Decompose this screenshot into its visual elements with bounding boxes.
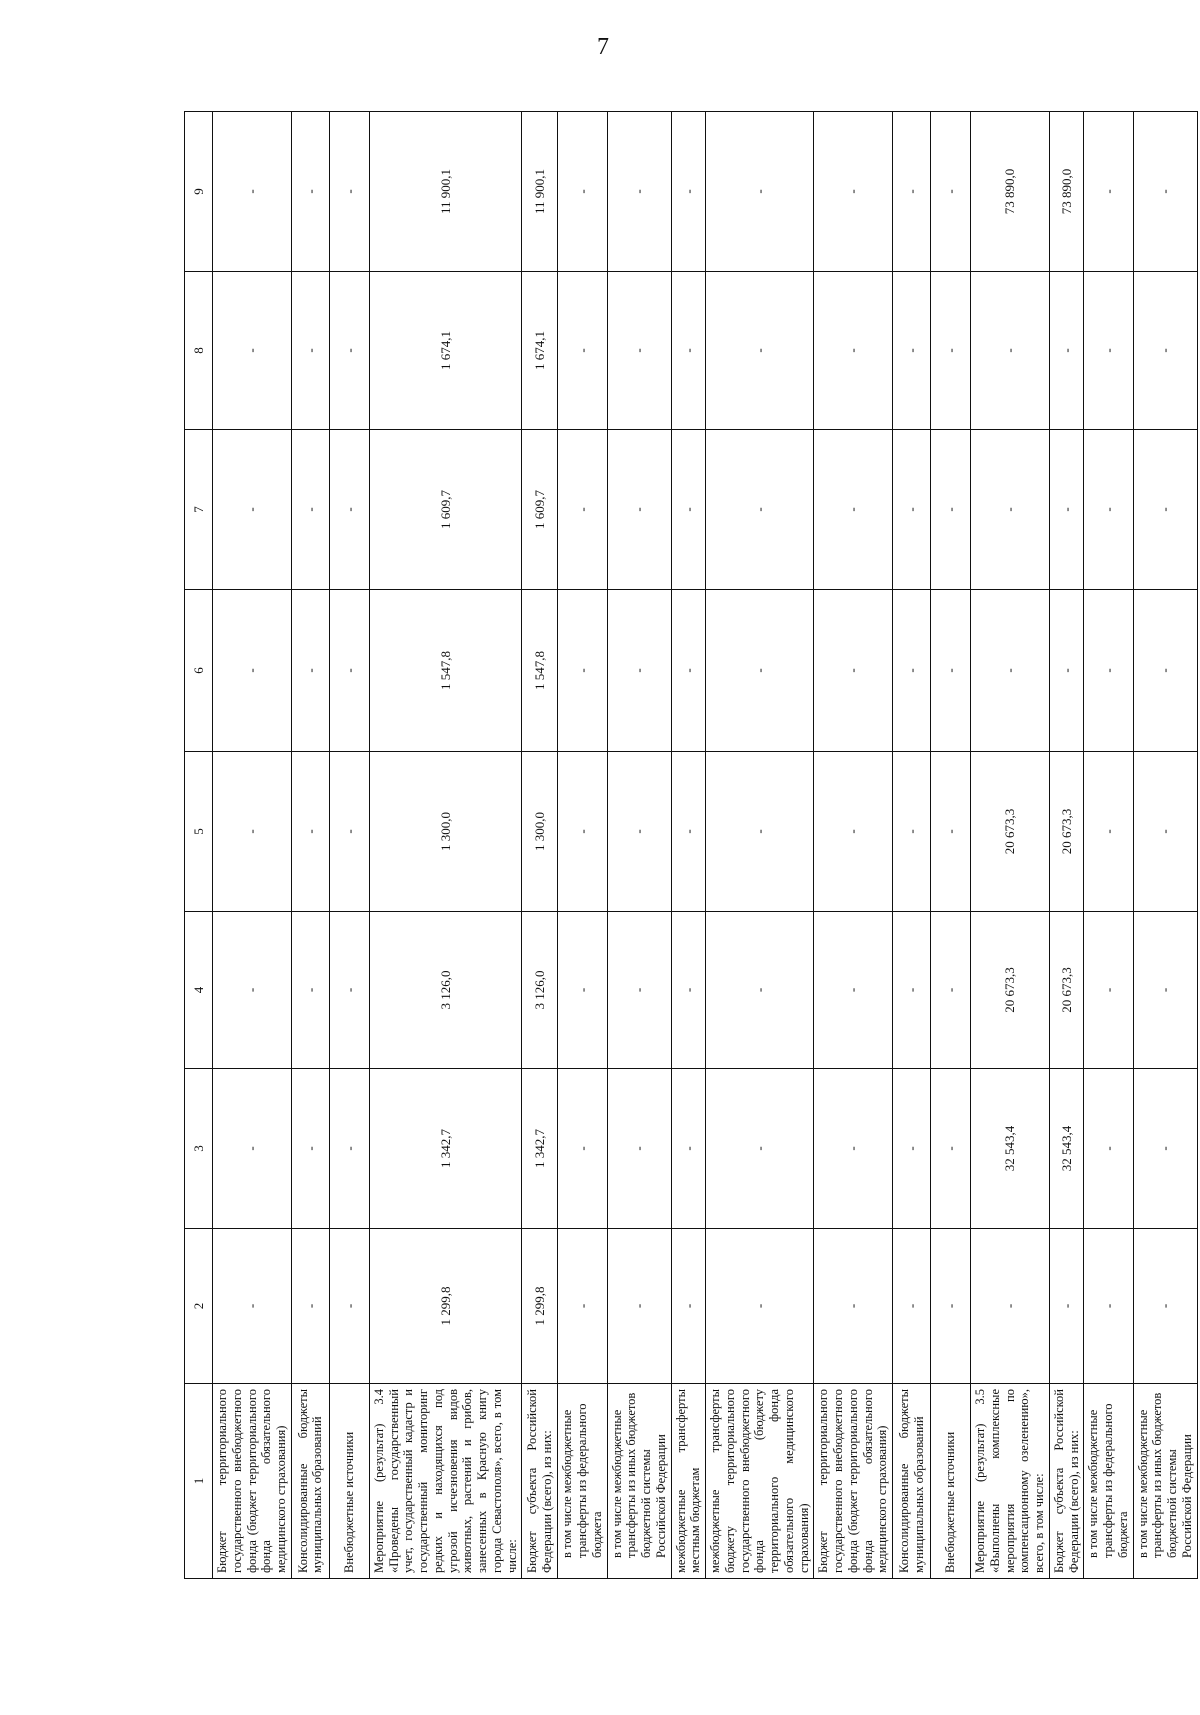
value-cell: -	[1084, 112, 1133, 272]
value-cell: -	[558, 272, 607, 430]
value-cell: -	[1133, 112, 1197, 272]
table-row	[671, 112, 706, 1579]
value-cell: -	[1049, 1229, 1084, 1384]
value-cell: -	[971, 272, 1050, 430]
value-cell: 1 674,1	[522, 272, 558, 430]
value-cell: -	[931, 1229, 971, 1384]
value-cell: -	[329, 1069, 369, 1229]
value-cell: 20 673,3	[971, 752, 1050, 912]
column-header: 2	[185, 1229, 213, 1384]
value-cell: -	[558, 112, 607, 272]
value-cell: 20 673,3	[971, 912, 1050, 1069]
value-cell: -	[893, 912, 931, 1069]
value-cell: -	[607, 1229, 671, 1384]
value-cell: -	[893, 590, 931, 752]
value-cell: -	[607, 1069, 671, 1229]
value-cell: -	[213, 112, 292, 272]
value-cell: -	[671, 272, 706, 430]
value-cell: -	[1049, 430, 1084, 590]
value-cell: -	[1084, 752, 1133, 912]
value-cell: -	[1133, 912, 1197, 1069]
column-header: 3	[185, 1069, 213, 1229]
value-cell: -	[671, 752, 706, 912]
row-label: межбюджетные трансферты местным бюджетам	[671, 1384, 706, 1579]
value-cell: -	[814, 272, 893, 430]
table-row	[931, 112, 971, 1579]
value-cell: -	[893, 752, 931, 912]
value-cell: -	[1133, 752, 1197, 912]
value-cell: -	[1133, 1229, 1197, 1384]
value-cell: -	[558, 590, 607, 752]
value-cell: -	[814, 1229, 893, 1384]
table-row	[1049, 112, 1084, 1579]
value-cell: -	[607, 912, 671, 1069]
value-cell: -	[814, 112, 893, 272]
table-row	[971, 112, 1050, 1579]
value-cell: -	[291, 1069, 329, 1229]
column-header: 7	[185, 430, 213, 590]
value-cell: -	[814, 1069, 893, 1229]
value-cell: -	[893, 1229, 931, 1384]
value-cell: -	[671, 430, 706, 590]
value-cell: -	[329, 590, 369, 752]
row-label: Бюджет территориального государственного внебюджетного фонда (бюджет территориального фонда обязательного медицинского страхования)	[213, 1384, 292, 1579]
value-cell: 3 126,0	[522, 912, 558, 1069]
value-cell: 1 300,0	[522, 752, 558, 912]
value-cell: -	[706, 1069, 814, 1229]
row-label: Бюджет субъекта Российской Федерации (всего), из них:	[522, 1384, 558, 1579]
value-cell: 20 673,3	[1049, 752, 1084, 912]
value-cell: -	[213, 752, 292, 912]
value-cell: 1 300,0	[369, 752, 522, 912]
value-cell: -	[893, 112, 931, 272]
budget-table	[184, 111, 1198, 1579]
row-label: межбюджетные трансферты бюджету территориального государственного внебюджетного фонда (бюджету территориального фонда обязательного медицинского страхования)	[706, 1384, 814, 1579]
value-cell: 32 543,4	[1049, 1069, 1084, 1229]
row-label: в том числе межбюджетные трансферты из иных бюджетов бюджетной системы Российской Федерации	[1133, 1384, 1197, 1579]
value-cell: -	[706, 1229, 814, 1384]
value-cell: -	[971, 1229, 1050, 1384]
table-row	[558, 112, 607, 1579]
value-cell: -	[291, 912, 329, 1069]
row-label: Мероприятие (результат) 3.5 «Выполнены комплексные мероприятия по компенсационному озеленению», всего, в том числе:	[971, 1384, 1050, 1579]
value-cell: -	[1133, 590, 1197, 752]
value-cell: -	[706, 112, 814, 272]
value-cell: 11 900,1	[369, 112, 522, 272]
value-cell: 1 547,8	[369, 590, 522, 752]
value-cell: -	[706, 430, 814, 590]
value-cell: 1 547,8	[522, 590, 558, 752]
value-cell: -	[1084, 430, 1133, 590]
row-label: в том числе межбюджетные трансферты из федерального бюджета	[558, 1384, 607, 1579]
table-row	[329, 112, 369, 1579]
value-cell: -	[931, 112, 971, 272]
value-cell: -	[706, 590, 814, 752]
column-header: 4	[185, 912, 213, 1069]
table-row	[213, 112, 292, 1579]
value-cell: -	[213, 430, 292, 590]
value-cell: 1 299,8	[522, 1229, 558, 1384]
value-cell: -	[213, 912, 292, 1069]
value-cell: -	[213, 1069, 292, 1229]
value-cell: -	[1049, 590, 1084, 752]
value-cell: -	[291, 430, 329, 590]
value-cell: -	[1133, 272, 1197, 430]
row-label: Консолидированные бюджеты муниципальных образований	[291, 1384, 329, 1579]
table-row	[369, 112, 522, 1579]
value-cell: -	[893, 272, 931, 430]
row-label: в том числе межбюджетные трансферты из иных бюджетов бюджетной системы Российской Федерации	[607, 1384, 671, 1579]
value-cell: -	[329, 272, 369, 430]
value-cell: -	[1084, 1229, 1133, 1384]
row-label: Внебюджетные источники	[931, 1384, 971, 1579]
value-cell: -	[291, 752, 329, 912]
table-row	[1133, 112, 1197, 1579]
value-cell: -	[814, 752, 893, 912]
value-cell: -	[607, 590, 671, 752]
value-cell: -	[291, 1229, 329, 1384]
column-header: 1	[185, 1384, 213, 1579]
value-cell: -	[671, 912, 706, 1069]
table-row	[706, 112, 814, 1579]
value-cell: -	[1084, 1069, 1133, 1229]
value-cell: -	[329, 430, 369, 590]
value-cell: 1 609,7	[522, 430, 558, 590]
value-cell: -	[706, 272, 814, 430]
value-cell: 20 673,3	[1049, 912, 1084, 1069]
value-cell: -	[1084, 272, 1133, 430]
value-cell: -	[607, 752, 671, 912]
value-cell: -	[931, 590, 971, 752]
value-cell: 1 342,7	[369, 1069, 522, 1229]
value-cell: -	[558, 1229, 607, 1384]
value-cell: -	[971, 590, 1050, 752]
table-row	[522, 112, 558, 1579]
value-cell: 32 543,4	[971, 1069, 1050, 1229]
value-cell: -	[671, 1229, 706, 1384]
value-cell: -	[1133, 430, 1197, 590]
column-header: 6	[185, 590, 213, 752]
value-cell: -	[671, 590, 706, 752]
table-row	[607, 112, 671, 1579]
value-cell: 11 900,1	[522, 112, 558, 272]
value-cell: -	[291, 112, 329, 272]
value-cell: -	[213, 1229, 292, 1384]
value-cell: -	[1084, 912, 1133, 1069]
value-cell: -	[671, 112, 706, 272]
value-cell: -	[558, 912, 607, 1069]
row-label: Внебюджетные источники	[329, 1384, 369, 1579]
value-cell: -	[607, 430, 671, 590]
table-row	[1084, 112, 1133, 1579]
value-cell: -	[706, 752, 814, 912]
value-cell: 73 890,0	[971, 112, 1050, 272]
value-cell: -	[931, 912, 971, 1069]
value-cell: -	[558, 430, 607, 590]
row-label: Консолидированные бюджеты муниципальных образований	[893, 1384, 931, 1579]
value-cell: -	[814, 430, 893, 590]
table-body	[213, 112, 1198, 1579]
table-row	[814, 112, 893, 1579]
value-cell: -	[931, 752, 971, 912]
value-cell: -	[329, 912, 369, 1069]
value-cell: -	[558, 1069, 607, 1229]
budget-table-rotated	[184, 112, 1194, 1579]
value-cell: 1 609,7	[369, 430, 522, 590]
value-cell: -	[213, 590, 292, 752]
value-cell: 3 126,0	[369, 912, 522, 1069]
value-cell: -	[1049, 272, 1084, 430]
value-cell: 1 299,8	[369, 1229, 522, 1384]
value-cell: -	[671, 1069, 706, 1229]
value-cell: 1 674,1	[369, 272, 522, 430]
value-cell: -	[931, 430, 971, 590]
value-cell: -	[291, 590, 329, 752]
value-cell: -	[893, 1069, 931, 1229]
value-cell: -	[329, 752, 369, 912]
table-row	[893, 112, 931, 1579]
value-cell: -	[558, 752, 607, 912]
table-header-row	[185, 112, 213, 1579]
column-header: 9	[185, 112, 213, 272]
value-cell: -	[607, 272, 671, 430]
value-cell: -	[931, 1069, 971, 1229]
value-cell: -	[931, 272, 971, 430]
row-label: Мероприятие (результат) 3.4 «Проведены государственный учет, государственный кадастр и государственный мониторинг редких и находящихся под угрозой исчезновения видов животных, растений и грибов, занесенных в Красную книгу города Севастополя», всего, в том числе:	[369, 1384, 522, 1579]
value-cell: -	[1084, 590, 1133, 752]
value-cell: -	[971, 430, 1050, 590]
row-label: Бюджет субъекта Российской Федерации (всего), из них:	[1049, 1384, 1084, 1579]
table-row	[291, 112, 329, 1579]
row-label: в том числе межбюджетные трансферты из федерального бюджета	[1084, 1384, 1133, 1579]
value-cell: -	[893, 430, 931, 590]
value-cell: -	[329, 112, 369, 272]
value-cell: -	[291, 272, 329, 430]
column-header: 5	[185, 752, 213, 912]
value-cell: -	[706, 912, 814, 1069]
value-cell: 1 342,7	[522, 1069, 558, 1229]
value-cell: 73 890,0	[1049, 112, 1084, 272]
value-cell: -	[607, 112, 671, 272]
value-cell: -	[213, 272, 292, 430]
value-cell: -	[814, 590, 893, 752]
value-cell: -	[329, 1229, 369, 1384]
value-cell: -	[1133, 1069, 1197, 1229]
value-cell: -	[814, 912, 893, 1069]
page-number: 7	[597, 34, 609, 60]
column-header: 8	[185, 272, 213, 430]
row-label: Бюджет территориального государственного внебюджетного фонда (бюджет территориального фонда обязательного медицинского страхования)	[814, 1384, 893, 1579]
